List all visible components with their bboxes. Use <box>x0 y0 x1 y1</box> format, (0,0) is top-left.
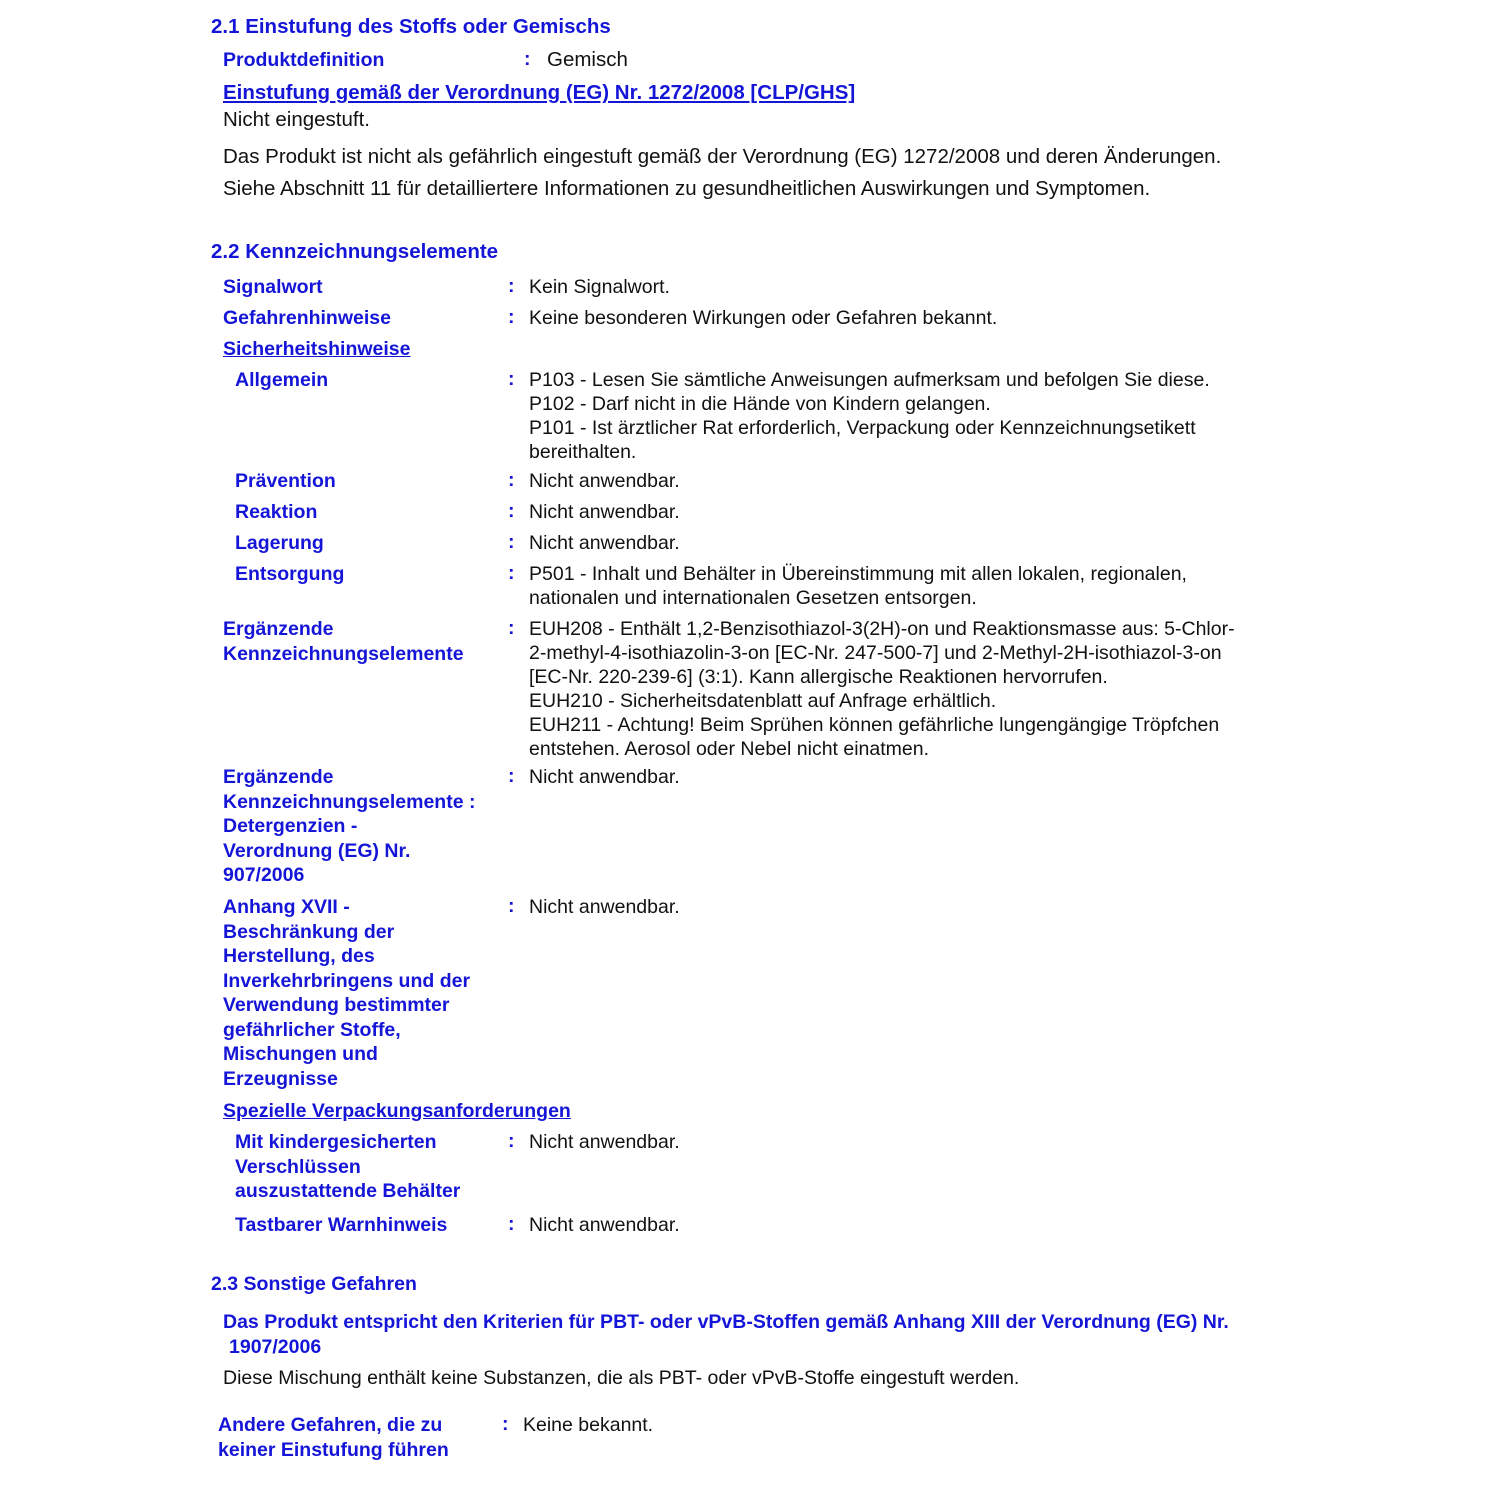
signalwort-label: Signalwort <box>223 276 323 298</box>
gefahrenhinweise-value: Keine besonderen Wirkungen oder Gefahren bekannt. <box>529 307 998 329</box>
label-line: keiner Einstufung führen <box>218 1438 449 1461</box>
colon: : <box>502 1413 509 1435</box>
nicht-eingestuft-text: Nicht eingestuft. <box>223 108 370 131</box>
label-line: gefährlicher Stoffe, <box>223 1018 401 1041</box>
allgemein-label: Allgemein <box>235 369 329 391</box>
euh-line: EUH208 - Enthält 1,2-Benzisothiazol-3(2H)-on und Reaktionsmasse aus: 5-Chlor- <box>529 618 1235 640</box>
allgemein-line: bereithalten. <box>529 441 637 463</box>
label-line: Erzeugnisse <box>223 1067 338 1090</box>
classification-paragraph-2: Siehe Abschnitt 11 für detailliertere Informationen zu gesundheitlichen Auswirkungen und Symptomen. <box>223 177 1151 200</box>
kindergesichert-value: Nicht anwendbar. <box>529 1131 680 1153</box>
section-2-2-title: 2.2 Kennzeichnungselemente <box>211 240 499 263</box>
label-line: Verordnung (EG) Nr. <box>223 839 411 862</box>
produktdefinition-value: Gemisch <box>547 48 628 71</box>
pbt-heading-line-1: Das Produkt entspricht den Kriterien für PBT- oder vPvB-Stoffen gemäß Anhang XIII der Verordnung (EG) Nr. <box>223 1311 1229 1333</box>
lagerung-value: Nicht anwendbar. <box>529 532 680 554</box>
label-line: 907/2006 <box>223 864 305 886</box>
colon: : <box>508 1130 515 1152</box>
pbt-text: Diese Mischung enthält keine Substanzen, die als PBT- oder vPvB-Stoffe eingestuft werden. <box>223 1367 1020 1389</box>
label-line: Verwendung bestimmter <box>223 994 450 1016</box>
ergaenzende-detergenzien-label <box>223 765 475 888</box>
section-2-1-title: 2.1 Einstufung des Stoffs oder Gemischs <box>211 15 611 38</box>
label-line: Detergenzien - <box>223 815 358 837</box>
colon: : <box>508 562 515 584</box>
label-line: Mischungen und <box>223 1043 378 1065</box>
tastbar-label: Tastbarer Warnhinweis <box>235 1214 448 1236</box>
sicherheitshinweise-heading: Sicherheitshinweise <box>223 338 411 360</box>
verpackung-heading: Spezielle Verpackungsanforderungen <box>223 1100 571 1122</box>
colon: : <box>508 895 515 917</box>
anhang-xvii-label <box>223 895 470 1091</box>
andere-gefahren-label <box>218 1413 449 1462</box>
label-line: Kennzeichnungselemente <box>223 642 464 665</box>
ergaenzende-value <box>529 617 1235 761</box>
allgemein-line: P102 - Darf nicht in die Hände von Kindern gelangen. <box>529 393 991 415</box>
reaktion-label: Reaktion <box>235 501 318 523</box>
euh-line: 2-methyl-4-isothiazolin-3-on [EC-Nr. 247-500-7] und 2-Methyl-2H-isothiazol-3-on <box>529 642 1222 664</box>
label-line: Beschränkung der <box>223 920 395 943</box>
colon: : <box>508 469 515 491</box>
ergaenzende-detergenzien-value: Nicht anwendbar. <box>529 766 680 788</box>
label-line: Verschlüssen <box>235 1155 361 1178</box>
produktdefinition-label: Produktdefinition <box>223 49 385 71</box>
anhang-xvii-value: Nicht anwendbar. <box>529 896 680 918</box>
entsorgung-label: Entsorgung <box>235 563 345 585</box>
entsorgung-value <box>529 562 1187 610</box>
classification-paragraph-1: Das Produkt ist nicht als gefährlich eingestuft gemäß der Verordnung (EG) 1272/2008 und deren Änderungen. <box>223 145 1222 168</box>
entsorgung-line: P501 - Inhalt und Behälter in Übereinstimmung mit allen lokalen, regionalen, <box>529 563 1187 585</box>
andere-gefahren-value: Keine bekannt. <box>523 1414 654 1436</box>
colon: : <box>508 765 515 787</box>
euh-line: entstehen. Aerosol oder Nebel nicht einatmen. <box>529 738 930 760</box>
colon: : <box>508 368 515 390</box>
entsorgung-line: nationalen und internationalen Gesetzen entsorgen. <box>529 587 977 609</box>
label-line: auszustattende Behälter <box>235 1180 461 1202</box>
colon: : <box>508 531 515 553</box>
kindergesichert-label <box>235 1130 460 1204</box>
allgemein-value <box>529 368 1210 464</box>
signalwort-value: Kein Signalwort. <box>529 276 670 298</box>
euh-line: EUH210 - Sicherheitsdatenblatt auf Anfrage erhältlich. <box>529 690 997 712</box>
colon: : <box>508 617 515 639</box>
label-line: Anhang XVII - <box>223 896 350 918</box>
euh-line: [EC-Nr. 220-239-6] (3:1). Kann allergische Reaktionen hervorrufen. <box>529 666 1108 688</box>
praevention-label: Prävention <box>235 470 336 492</box>
tastbar-value: Nicht anwendbar. <box>529 1214 680 1236</box>
colon: : <box>508 275 515 297</box>
allgemein-line: P103 - Lesen Sie sämtliche Anweisungen aufmerksam und befolgen Sie diese. <box>529 369 1210 391</box>
label-line: Ergänzende <box>223 766 334 788</box>
reaktion-value: Nicht anwendbar. <box>529 501 680 523</box>
colon: : <box>508 1213 515 1235</box>
pbt-heading-line-2: 1907/2006 <box>229 1336 322 1358</box>
label-line: Herstellung, des <box>223 945 375 967</box>
label-line: Inverkehrbringens und der <box>223 969 471 992</box>
colon: : <box>508 306 515 328</box>
praevention-value: Nicht anwendbar. <box>529 470 680 492</box>
label-line: Kennzeichnungselemente : <box>223 790 476 813</box>
colon: : <box>524 48 531 70</box>
label-line: Ergänzende <box>223 618 334 640</box>
allgemein-line: P101 - Ist ärztlicher Rat erforderlich, Verpackung oder Kennzeichnungsetikett <box>529 417 1196 439</box>
euh-line: EUH211 - Achtung! Beim Sprühen können gefährliche lungengängige Tröpfchen <box>529 714 1220 736</box>
gefahrenhinweise-label: Gefahrenhinweise <box>223 307 391 329</box>
label-line: Mit kindergesicherten <box>235 1131 437 1153</box>
ergaenzende-label <box>223 617 464 666</box>
label-line: Andere Gefahren, die zu <box>218 1414 443 1436</box>
colon: : <box>508 500 515 522</box>
section-2-3-title: 2.3 Sonstige Gefahren <box>211 1273 417 1295</box>
einstufung-heading: Einstufung gemäß der Verordnung (EG) Nr. 1272/2008 [CLP/GHS] <box>223 81 856 104</box>
lagerung-label: Lagerung <box>235 532 324 554</box>
